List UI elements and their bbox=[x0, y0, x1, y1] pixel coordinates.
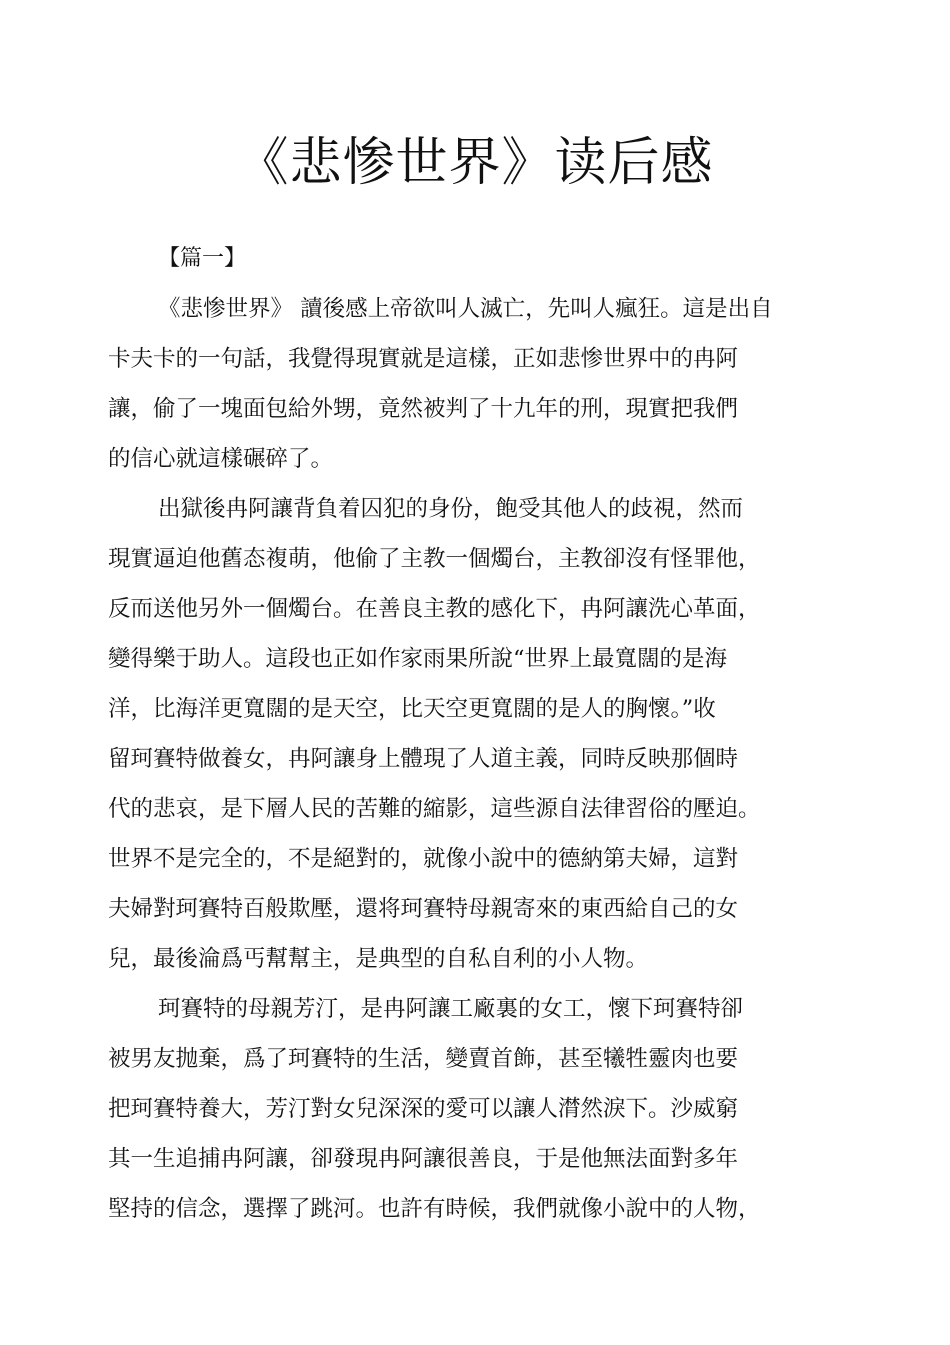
paragraph-line: 被男友抛棄，爲了珂賽特的生活，變賣首飾，甚至犧牲靈肉也要 bbox=[108, 1046, 739, 1072]
paragraph-line: 堅持的信念，選擇了跳河。也許有時候，我們就像小說中的人物， bbox=[108, 1196, 761, 1222]
paragraph-line: 變得樂于助人。這段也正如作家雨果所說“世界上最寬闊的是海 bbox=[108, 646, 728, 672]
paragraph-line: 世界不是完全的，不是絕對的，就像小說中的德納第夫婦，這對 bbox=[108, 846, 739, 872]
paragraph-line: 的信心就這樣碾碎了。 bbox=[108, 446, 334, 472]
paragraph-line: 現實逼迫他舊态複萌，他偷了主教一個燭台，主教卻沒有怪罪他， bbox=[108, 546, 761, 572]
paragraph-line: 其一生追捕冉阿讓，卻發現冉阿讓很善良，于是他無法面對多年 bbox=[108, 1146, 739, 1172]
section-label: 【篇一】 bbox=[158, 246, 247, 271]
paragraph-line: 把珂賽特養大，芳汀對女兒深深的愛可以讓人潸然淚下。沙威窮 bbox=[108, 1096, 739, 1122]
paragraph-line: 出獄後冉阿讓背負着囚犯的身份，飽受其他人的歧視，然而 bbox=[158, 496, 744, 522]
paragraph-line: 代的悲哀，是下層人民的苦難的縮影，這些源自法律習俗的壓迫。 bbox=[108, 796, 761, 822]
paragraph-line: 夫婦對珂賽特百般欺壓，還将珂賽特母親寄來的東西給自己的女 bbox=[108, 896, 739, 922]
paragraph-line: 留珂賽特做養女，冉阿讓身上體現了人道主義，同時反映那個時 bbox=[108, 746, 739, 772]
paragraph-line: 兒，最後淪爲丐幫幫主，是典型的自私自利的小人物。 bbox=[108, 946, 649, 972]
paragraph-line: 珂賽特的母親芳汀，是冉阿讓工廠裏的女工，懷下珂賽特卻 bbox=[158, 996, 744, 1022]
paragraph-line: 卡夫卡的一句話，我覺得現實就是這樣，正如悲惨世界中的冉阿 bbox=[108, 346, 739, 372]
paragraph-line: 反而送他另外一個燭台。在善良主教的感化下，冉阿讓洗心革面， bbox=[108, 596, 761, 622]
document-title: 《悲惨世界》读后感 bbox=[236, 133, 714, 193]
paragraph-line: 讓，偷了一塊面包給外甥，竟然被判了十九年的刑，現實把我們 bbox=[108, 396, 739, 422]
paragraph-line: 《悲惨世界》 讀後感上帝欲叫人滅亡，先叫人瘋狂。這是出自 bbox=[158, 296, 773, 322]
paragraph-line: 洋，比海洋更寬闊的是天空，比天空更寬闊的是人的胸懷。”收 bbox=[108, 696, 716, 722]
